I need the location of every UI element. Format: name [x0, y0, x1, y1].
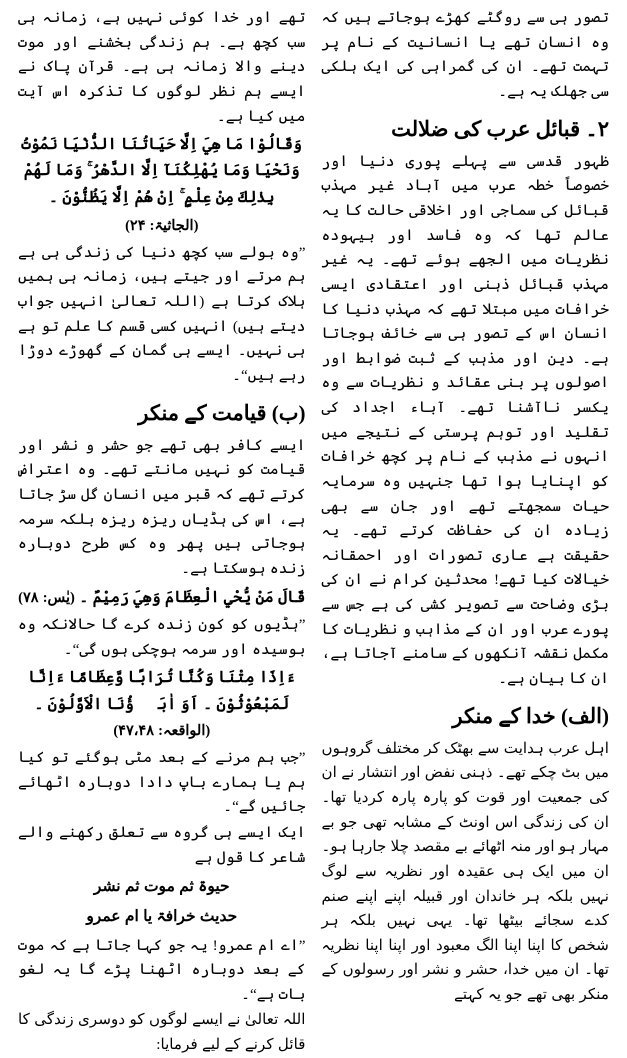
- quran-verse-1-reference: (الجاثیۃ: ۲۴): [125, 218, 199, 235]
- right-text-column: [314, 6, 618, 1004]
- subsection-heading-b: (ب) قیامت کے منکر: [138, 400, 306, 425]
- quran-verse-1: وَقَالُوْا مَا هِيَ اِلَّا حَيَاتُنَا الدُّنْيَا نَمُوْتُ وَنَحْيَا وَمَا يُهْلِكُنَآ اِلَّا الدَّهْرُ ۚ وَمَا لَهُمْ بِذٰلِكَ مِنْ عِلْمٍ ۚ اِنْ هُمْ اِلَّا يَظُنُّوْنَ ۔: [21, 136, 303, 206]
- quran-verse-3: ءَاِذَا مِتْنَا وَكُنَّا تُرَابًا وَّعِظَامًا ءَاِنَّا لَمَبْعُوْثُوْنَ ۔ اَوَ اٰبَاۗؤُنَا الْاَوَّلُوْنَ ۔ (الواقعہ: ۴۷،۴۸): [28, 669, 296, 739]
- quran-verse-2: قَالَ مَنْ يُّحْيِ الْعِظَامَ وَهِيَ رَمِيْمٌ ۔ (یٰس: ۷۸): [18, 588, 306, 606]
- quran-verse-2-reference: (یٰس: ۷۸): [18, 589, 75, 606]
- left-paragraph-4: اللہ تعالیٰ نے ایسے لوگوں کو دوسری زندگی کا قائل کرنے کے لیے فرمایا:: [18, 1011, 306, 1054]
- left-paragraph-1: تھے اور خدا کوئی نہیں ہے، زمانہ ہی سب کچھ ہے۔ ہم زندگی بخشنے اور موت دینے والا زمانہ ہی ہے۔ قرآن پاک نے ایسے ہم نظر لوگوں کا تذکرہ اس آیت میں کیا ہے۔: [18, 9, 306, 125]
- quran-verse-3-reference: (الواقعہ: ۴۷،۴۸): [113, 722, 211, 739]
- left-paragraph-3: ایک ایسے ہی گروہ سے تعلق رکھنے والے شاعر کا قول ہے: [18, 824, 306, 866]
- translation-2: ”ہڈیوں کو کون زندہ کرے گا حالانکہ وہ بوسیدہ اور سرمہ ہوچکی ہوں گی“۔: [18, 615, 306, 658]
- left-text-column: [10, 6, 314, 1054]
- section-heading-qabail-arab: ۲۔ قبائل عرب کی ضلالت: [391, 116, 609, 141]
- right-paragraph-3: اہل عرب ہدایت سے بھٹک کر مختلف گروہوں میں بٹ چکے تھے۔ ذہنی نفض اور انتشار نے ان کی جمعیت اور قوت کو پارہ پارہ کردیا تھا۔ ان کی زندگی اس اونٹ کے مشابہ تھی جو بے مہار ہو اور منہ اٹھائے بے مقصد چلا جارہا ہو۔ ان میں ایک ہی عقیدہ اور نظریہ سے لوگ نہیں بلکہ ہر خاندان اور قبیلہ اپنے اپنے صنم کدے سجائے بیٹھا تھا۔ یہی نہیں بلکہ ہر شخص کا اپنا اپنا الگ معبود اور اپنا اپنا نظریہ تھا۔ ان میں خدا، حشر و نشر اور رسولوں کے منکر بھی تھے جو یہ کہتے: [321, 739, 609, 1004]
- translation-4: ”اے ام عمرو! یہ جو کہا جاتا ہے کہ موت کے بعد دوبارہ اٹھنا پڑے گا یہ لغو بات ہے“۔: [18, 936, 306, 1003]
- right-paragraph-1: تصور ہی سے روگٹے کھڑے ہوجاتے ہیں کہ وہ انسان تھے یا انسانیت کے نام پر تہمت تھے۔ ان کی گمراہی کی ایک ہلکی سی جھلک یہ ہے۔: [321, 9, 609, 100]
- two-column-layout: [10, 6, 617, 1054]
- left-paragraph-2: ایسے کافر بھی تھے جو حشر و نشر اور قیامت کو نہیں مانتے تھے۔ وہ اعتراض کرتے تھے کہ قبر میں انسان گل سڑ جاتا ہے، اس کی ہڈیاں ریزہ ریزہ بلکہ سرمہ ہوجاتی ہیں پھر وہ کس طرح دوبارہ زندہ ہوسکتا ہے۔: [18, 436, 306, 577]
- poetry-line-1: حیوۃ ثم موت ثم نشر: [93, 878, 230, 896]
- right-paragraph-2: ظہور قدسی سے پہلے پوری دنیا اور خصوصاً خطہ عرب میں آباد غیر مہذب قبائل کی سماجی اور اخلاقی حالت کا یہ عالم تھا کہ وہ فاسد اور بیہودہ نظریات میں الجھے ہوئے تھے۔ یہ غیر مہذب قبائل ذہنی اور اعتقادی ایسی خرافات میں مبتلا تھے کہ مہذب دنیا کا انسان اس کے تصور ہی سے خائف ہوجاتا ہے۔ دین اور مذہب کے ثبت ضوابط اور اصولوں پر بنی عقائد و نظریات سے وہ یکسر ناآشنا تھے۔ آباء اجداد کی تقلید اور توہم پرستی کے نتیجے میں انہوں نے مذہب کے نام پر کچھ خرافات کو اپنایا ہوا تھا جنہیں وہ سرمایہ حیات سمجھتے تھے اور جان سے بھی زیادہ ان کی حفاظت کرتے تھے۔ یہ حقیقت ہے عاری تصورات اور احمقانہ خیالات کیا تھے! محدثین کرام نے ان کی بڑی وضاحت سے تصویر کشی کی ہے جس سے پورے عرب اور ان کے مذاہب و نظریات کا مکمل نقشہ آنکھوں کے سامنے آجاتا ہے، ان کا بیان ہے۔: [321, 152, 609, 687]
- poetry-line-2: حدیث خرافۃ یا ام عمرو: [86, 908, 238, 926]
- translation-3: ”جب ہم مرنے کے بعد مٹی ہوگئے تو کیا ہم یا ہمارے باپ دادا دوبارہ اٹھائے جائیں گے“۔: [18, 749, 306, 816]
- translation-1: ”وہ بولے سب کچھ دنیا کی زندگی ہی ہے ہم مرتے اور جیتے ہیں، زمانہ ہی ہمیں ہلاک کرتا ہے (اللہ تعالیٰ انہیں جواب دیتے ہیں) انہیں کسی قسم کا علم تو ہے ہی نہیں۔ ایسے ہی گمان کے گھوڑے دوڑا رہے ہیں“۔: [18, 243, 306, 384]
- subsection-heading-alif: (الف) خدا کے منکر: [452, 703, 609, 728]
